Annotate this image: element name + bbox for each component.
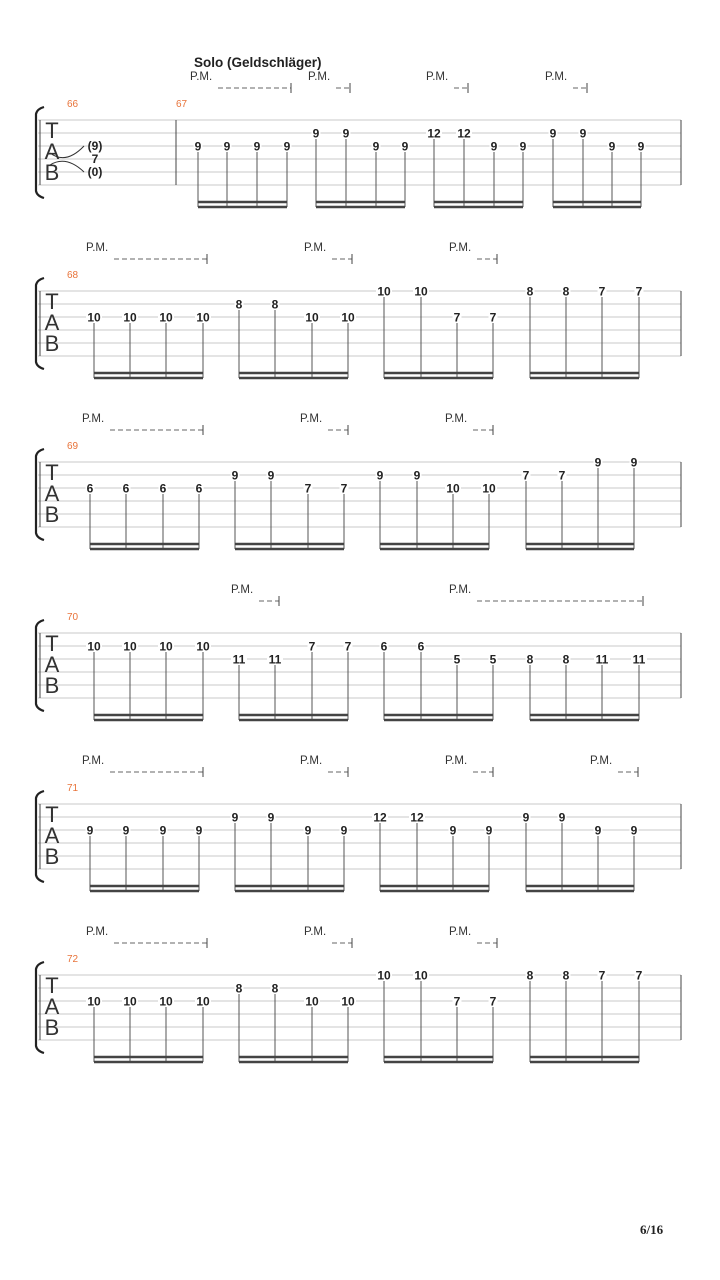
fret-number: 9 — [637, 139, 645, 154]
fret-number: 9 — [342, 126, 350, 141]
fret-number: 9 — [376, 468, 384, 483]
tab-clef-letter: B — [44, 844, 60, 869]
measure-number: 71 — [67, 783, 79, 794]
fret-number: 9 — [86, 823, 94, 838]
fret-number: 7 — [489, 994, 497, 1009]
fret-number: 9 — [558, 810, 566, 825]
section-title: Solo (Geldschläger) — [194, 55, 322, 70]
fret-number: 10 — [196, 994, 210, 1009]
fret-number: 8 — [562, 652, 570, 667]
fret-number: 10 — [341, 310, 355, 325]
fret-number: 6 — [417, 639, 425, 654]
tab-clef-letter: T — [45, 460, 59, 485]
fret-number: 7 — [340, 481, 348, 496]
tab-clef-letter: A — [44, 310, 60, 335]
palm-mute-label: P.M. — [590, 755, 613, 767]
fret-number: 12 — [457, 126, 471, 141]
fret-number: 9 — [519, 139, 527, 154]
fret-number: 9 — [231, 468, 239, 483]
fret-number: 9 — [231, 810, 239, 825]
tab-clef-letter: A — [44, 994, 60, 1019]
palm-mute-label: P.M. — [304, 926, 327, 938]
tab-clef-letter: T — [45, 802, 59, 827]
tab-clef-letter: B — [44, 1015, 60, 1040]
fret-number: 6 — [122, 481, 130, 496]
fret-number: 7 — [635, 284, 643, 299]
fret-number: 9 — [608, 139, 616, 154]
fret-number: 6 — [195, 481, 203, 496]
palm-mute-label: P.M. — [304, 242, 327, 254]
fret-number: 10 — [305, 310, 319, 325]
fret-number: 8 — [526, 284, 534, 299]
tab-clef-letter: T — [45, 118, 59, 143]
fret-number: 8 — [562, 284, 570, 299]
fret-number: 10 — [159, 994, 173, 1009]
palm-mute-label: P.M. — [300, 755, 323, 767]
fret-number: 10 — [159, 639, 173, 654]
palm-mute-label: P.M. — [545, 71, 568, 83]
fret-number: 9 — [267, 810, 275, 825]
fret-number: 7 — [489, 310, 497, 325]
fret-number: 9 — [159, 823, 167, 838]
palm-mute-label: P.M. — [426, 71, 449, 83]
palm-mute-label: P.M. — [190, 71, 213, 83]
fret-number: 10 — [414, 968, 428, 983]
tab-clef-letter: T — [45, 289, 59, 314]
fret-number: 9 — [594, 455, 602, 470]
tab-clef-letter: B — [44, 160, 60, 185]
palm-mute-label: P.M. — [82, 413, 105, 425]
fret-number: 9 — [630, 455, 638, 470]
palm-mute-label: P.M. — [86, 242, 109, 254]
fret-number: 9 — [223, 139, 231, 154]
fret-number: 8 — [235, 297, 243, 312]
fret-number: 11 — [595, 652, 609, 667]
fret-number: 9 — [312, 126, 320, 141]
fret-number: 10 — [482, 481, 496, 496]
tab-clef-letter: B — [44, 331, 60, 356]
fret-number: 8 — [526, 968, 534, 983]
fret-number: (9) — [87, 139, 103, 153]
fret-number: 7 — [635, 968, 643, 983]
fret-number: 9 — [304, 823, 312, 838]
palm-mute-label: P.M. — [449, 584, 472, 596]
fret-number: 6 — [380, 639, 388, 654]
fret-number: 5 — [489, 652, 497, 667]
fret-number: 9 — [490, 139, 498, 154]
fret-number: 9 — [267, 468, 275, 483]
fret-number: 9 — [372, 139, 380, 154]
fret-number: 6 — [159, 481, 167, 496]
palm-mute-label: P.M. — [445, 755, 468, 767]
measure-number: 72 — [67, 954, 79, 965]
fret-number: 8 — [271, 981, 279, 996]
palm-mute-label: P.M. — [86, 926, 109, 938]
tab-clef-letter: B — [44, 502, 60, 527]
fret-number: 10 — [446, 481, 460, 496]
fret-number: 9 — [195, 823, 203, 838]
measure-number: 69 — [67, 441, 79, 452]
fret-number: 10 — [87, 994, 101, 1009]
fret-number: 10 — [414, 284, 428, 299]
fret-number: (0) — [87, 165, 103, 179]
fret-number: 8 — [235, 981, 243, 996]
fret-number: 9 — [630, 823, 638, 838]
measure-number: 67 — [176, 99, 188, 110]
fret-number: 10 — [341, 994, 355, 1009]
fret-number: 12 — [373, 810, 387, 825]
fret-number: 9 — [253, 139, 261, 154]
fret-number: 9 — [594, 823, 602, 838]
fret-number: 10 — [123, 994, 137, 1009]
fret-number: 7 — [598, 968, 606, 983]
fret-number: 9 — [340, 823, 348, 838]
fret-number: 9 — [549, 126, 557, 141]
fret-number: 12 — [427, 126, 441, 141]
fret-number: 10 — [87, 639, 101, 654]
palm-mute-label: P.M. — [231, 584, 254, 596]
fret-number: 10 — [305, 994, 319, 1009]
fret-number: 10 — [377, 968, 391, 983]
palm-mute-label: P.M. — [82, 755, 105, 767]
fret-number: 8 — [562, 968, 570, 983]
palm-mute-label: P.M. — [449, 242, 472, 254]
fret-number: 10 — [123, 639, 137, 654]
fret-number: 7 — [308, 639, 316, 654]
fret-number: 7 — [453, 310, 461, 325]
fret-number: 7 — [598, 284, 606, 299]
fret-number: 12 — [410, 810, 424, 825]
fret-number: 7 — [558, 468, 566, 483]
measure-number: 70 — [67, 612, 79, 623]
fret-number: 10 — [123, 310, 137, 325]
palm-mute-label: P.M. — [308, 71, 331, 83]
fret-number: 9 — [522, 810, 530, 825]
fret-number: 11 — [232, 652, 246, 667]
tab-clef-letter: B — [44, 673, 60, 698]
tab-clef-letter: A — [44, 652, 60, 677]
fret-number: 10 — [196, 639, 210, 654]
fret-number: 9 — [579, 126, 587, 141]
palm-mute-label: P.M. — [445, 413, 468, 425]
tab-clef-letter: T — [45, 631, 59, 656]
fret-number: 10 — [159, 310, 173, 325]
fret-number: 10 — [87, 310, 101, 325]
fret-number: 7 — [522, 468, 530, 483]
fret-number: 8 — [271, 297, 279, 312]
measure-number: 66 — [67, 99, 79, 110]
fret-number: 9 — [401, 139, 409, 154]
fret-number: 10 — [196, 310, 210, 325]
fret-number: 11 — [632, 652, 646, 667]
fret-number: 5 — [453, 652, 461, 667]
palm-mute-label: P.M. — [300, 413, 323, 425]
fret-number: 8 — [526, 652, 534, 667]
tab-clef-letter: A — [44, 481, 60, 506]
fret-number: 7 — [304, 481, 312, 496]
fret-number: 10 — [377, 284, 391, 299]
fret-number: 11 — [268, 652, 282, 667]
measure-number: 68 — [67, 270, 79, 281]
fret-number: 9 — [449, 823, 457, 838]
tab-clef-letter: A — [44, 139, 60, 164]
fret-number: 6 — [86, 481, 94, 496]
fret-number: 7 — [453, 994, 461, 1009]
fret-number: 9 — [485, 823, 493, 838]
tab-clef-letter: A — [44, 823, 60, 848]
fret-number: 9 — [194, 139, 202, 154]
fret-number: 7 — [91, 152, 99, 166]
fret-number: 9 — [413, 468, 421, 483]
tab-clef-letter: T — [45, 973, 59, 998]
fret-number: 9 — [122, 823, 130, 838]
fret-number: 7 — [344, 639, 352, 654]
fret-number: 9 — [283, 139, 291, 154]
page-number: 6/16 — [640, 1222, 664, 1237]
palm-mute-label: P.M. — [449, 926, 472, 938]
